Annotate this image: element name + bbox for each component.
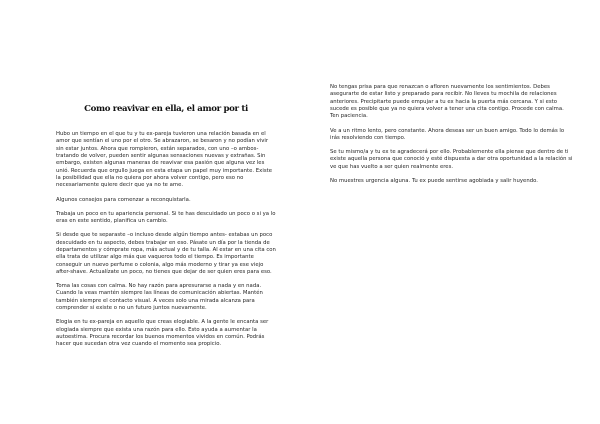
- paragraph-no-urgency: No muestres urgencia alguna. Tu ex puede sentirse agobiada y salir huyendo.: [330, 177, 538, 184]
- paragraph-slow-pace: Ve a un ritmo lento, pero constante. Ahora deseas ser un buen amigo. Todo lo demás lo irás resolviendo con tiempo.: [330, 127, 565, 141]
- paragraph-tips-intro: Algunos consejos para comenzar a reconquistarla.: [56, 196, 191, 203]
- paragraph-appearance: Trabaja un poco en tu apariencia personal. Si te has descuidado un poco o si ya lo eras en este sentido, planifica un cambio.: [56, 210, 276, 225]
- paragraph-calm: Toma las cosas con calma. No hay razón para apresurarse a nada y en nada. Cuando la veas mantén siempre las líneas de comunicación abiertas. Mantén también siempre el contacto visual. A veces solo una mirada alcanza para comprender si existe o no un futuro juntos nuevamente.: [56, 283, 263, 312]
- paragraph-appearance-detail: Si desde que te separaste –o incluso desde algún tiempo antes- estabas un poco descuidado en tu aspecto, debes trabajar en eso. Pásate un día por la tienda de departamentos y cómprate ropa, más actual y de tu talla. Al estar en una cita con ella trata de utilizar algo más que vaqueros todo el tiempo. Es importante conseguir un nuevo perfume o colonia, algo más moderno y tirar ya ese viejo after-shave. Actualízate un poco, no tienes que dejar de ser quien eres para eso.: [56, 232, 276, 275]
- paragraph-be-yourself: Se tu mismo/a y tu ex te agradecerá por ello. Probablemente ella piense que dentro de ti existe aquella persona que conoció y esté dispuesta a dar otra oportunidad a la relación si ve que has vuelto a ser quien realmente eres.: [330, 149, 573, 170]
- article-title: Como reavivar en ella, el amor por ti: [84, 104, 248, 114]
- right-page: [300, 0, 600, 424]
- paragraph-praise: Elogia en tu ex-pareja en aquello que creas elogiable. A la gente le encanta ser elogiada siempre que exista una razón para ello. Esto ayuda a aumentar la autoestima. Procura recordar los buenos momentos vividos en común. Podrás hacer que sucedan otra vez cuando el momento sea propicio.: [56, 319, 269, 348]
- paragraph-intro: Hubo un tiempo en el que tu y tu ex-pareja tuvieron una relación basada en el amor que sentían el uno por el otro. Se abrazaron, se besaron y no podían vivir sin estar juntos. Ahora que rompieron, están separados, con uno –o ambos- tratando de volver, pueden sentir algunas sensaciones nuevas y extrañas. Sin embargo, existen algunas maneras de reavivar esa pasión que alguna vez les unió. Recuerda que orgullo juega en esta etapa un papel muy importante. Existe la posibilidad que ella no quiera por ahora volver contigo, pero eso no necesariamente quiere decir que ya no te ame.: [56, 131, 272, 189]
- paragraph-no-rush: No tengas prisa para que renazcan o afloren nuevamente los sentimientos. Debes asegurarte de estar listo y preparado para recibir. No lleves tu mochila de relaciones anteriores. Precipitarte puede empujar a tu ex hacia la puerta más cercana. Y si esto sucede es posible que ya no quiera volver a tener una cita contigo. Procede con calma. Ten paciencia.: [330, 84, 564, 120]
